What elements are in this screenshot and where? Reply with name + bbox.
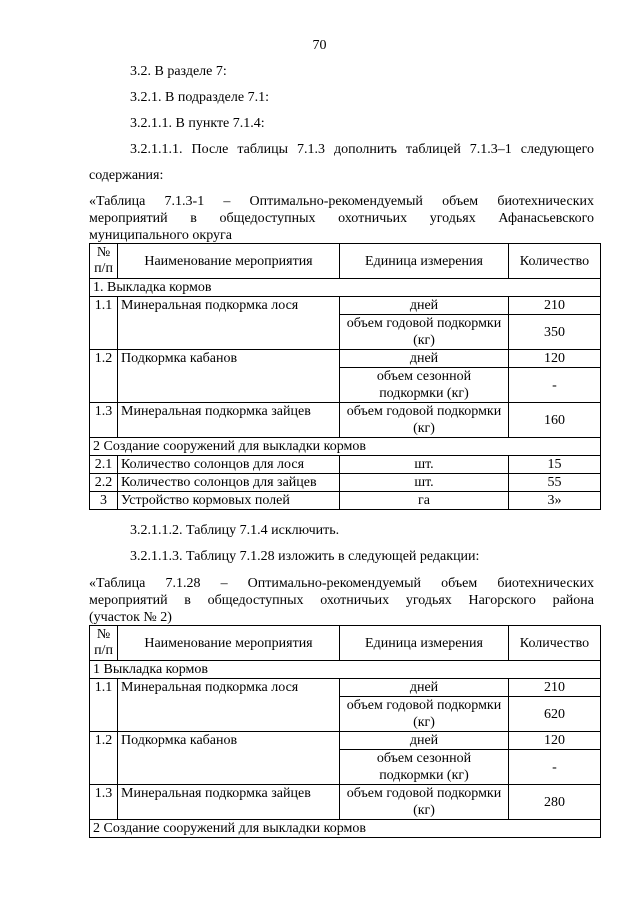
table-7-1-28	[89, 625, 601, 838]
row-qty: 350	[509, 315, 601, 350]
row-qty: 620	[509, 697, 601, 732]
row-name: Минеральная подкормка зайцев	[118, 403, 340, 438]
paragraph-3-2-1-1: 3.2.1.1. В пункте 7.1.4:	[130, 116, 265, 131]
row-number: 1.1	[90, 679, 118, 732]
row-qty: -	[509, 368, 601, 403]
header-name: Наименование мероприятия	[118, 626, 340, 661]
header-unit: Единица измерения	[340, 244, 509, 279]
paragraph-3-2-1: 3.2.1. В подразделе 7.1:	[130, 90, 269, 105]
row-number: 1.3	[90, 785, 118, 820]
section-heading: 1 Выкладка кормов	[90, 661, 601, 679]
row-unit: объем годовой подкормки (кг)	[340, 403, 509, 438]
row-unit: дней	[340, 297, 509, 315]
row-qty: 210	[509, 679, 601, 697]
table2-caption-line3: (участок № 2)	[89, 610, 172, 625]
row-qty: 3»	[509, 492, 601, 510]
row-qty: 15	[509, 456, 601, 474]
table1-caption-line2: мероприятий в общедоступных охотничьих угодьях Афанасьевского	[89, 211, 594, 226]
row-name: Устройство кормовых полей	[118, 492, 340, 510]
paragraph-3-2: 3.2. В разделе 7:	[130, 64, 227, 79]
paragraph-3-2-1-1-1-line2: содержания:	[89, 168, 164, 183]
row-qty: 210	[509, 297, 601, 315]
section-heading: 1. Выкладка кормов	[90, 279, 601, 297]
row-qty: 120	[509, 350, 601, 368]
row-name: Минеральная подкормка лося	[118, 297, 340, 350]
section-heading: 2 Создание сооружений для выкладки кормов	[90, 438, 601, 456]
row-number: 1.1	[90, 297, 118, 350]
table2-caption-line2: мероприятий в общедоступных охотничьих угодьях Нагорского района	[89, 593, 594, 608]
header-qty: Количество	[509, 626, 601, 661]
row-qty: -	[509, 750, 601, 785]
row-unit: дней	[340, 732, 509, 750]
header-qty: Количество	[509, 244, 601, 279]
row-number: 2.2	[90, 474, 118, 492]
row-unit: объем годовой подкормки (кг)	[340, 315, 509, 350]
row-name: Минеральная подкормка зайцев	[118, 785, 340, 820]
row-name: Подкормка кабанов	[118, 732, 340, 785]
row-number: 2.1	[90, 456, 118, 474]
row-name: Минеральная подкормка лося	[118, 679, 340, 732]
header-num: № п/п	[90, 626, 118, 661]
header-name: Наименование мероприятия	[118, 244, 340, 279]
table2-caption-line1: «Таблица 7.1.28 – Оптимально-рекомендуемый объем биотехнических	[89, 576, 594, 591]
row-qty: 280	[509, 785, 601, 820]
row-number: 1.2	[90, 732, 118, 785]
header-unit: Единица измерения	[340, 626, 509, 661]
paragraph-3-2-1-1-2: 3.2.1.1.2. Таблицу 7.1.4 исключить.	[130, 523, 340, 538]
row-unit: дней	[340, 350, 509, 368]
row-qty: 55	[509, 474, 601, 492]
row-unit: объем сезонной подкормки (кг)	[340, 368, 509, 403]
row-name: Количество солонцов для зайцев	[118, 474, 340, 492]
section-heading: 2 Создание сооружений для выкладки кормов	[90, 820, 601, 838]
header-num: № п/п	[90, 244, 118, 279]
table1-caption-line1: «Таблица 7.1.3-1 – Оптимально-рекомендуемый объем биотехнических	[89, 194, 594, 209]
row-unit: шт.	[340, 456, 509, 474]
row-qty: 160	[509, 403, 601, 438]
row-qty: 120	[509, 732, 601, 750]
row-unit: объем годовой подкормки (кг)	[340, 785, 509, 820]
paragraph-3-2-1-1-3: 3.2.1.1.3. Таблицу 7.1.28 изложить в следующей редакции:	[130, 549, 480, 564]
row-number: 1.3	[90, 403, 118, 438]
row-number: 1.2	[90, 350, 118, 403]
paragraph-3-2-1-1-1-line1: 3.2.1.1.1. После таблицы 7.1.3 дополнить таблицей 7.1.3–1 следующего	[130, 142, 594, 157]
table-7-1-3-1	[89, 243, 601, 510]
row-unit: шт.	[340, 474, 509, 492]
row-unit: объем годовой подкормки (кг)	[340, 697, 509, 732]
row-name: Подкормка кабанов	[118, 350, 340, 403]
row-number: 3	[90, 492, 118, 510]
row-name: Количество солонцов для лося	[118, 456, 340, 474]
row-unit: дней	[340, 679, 509, 697]
row-unit: га	[340, 492, 509, 510]
table1-caption-line3: муниципального округа	[89, 228, 232, 243]
row-unit: объем сезонной подкормки (кг)	[340, 750, 509, 785]
page-number: 70	[312, 38, 327, 53]
